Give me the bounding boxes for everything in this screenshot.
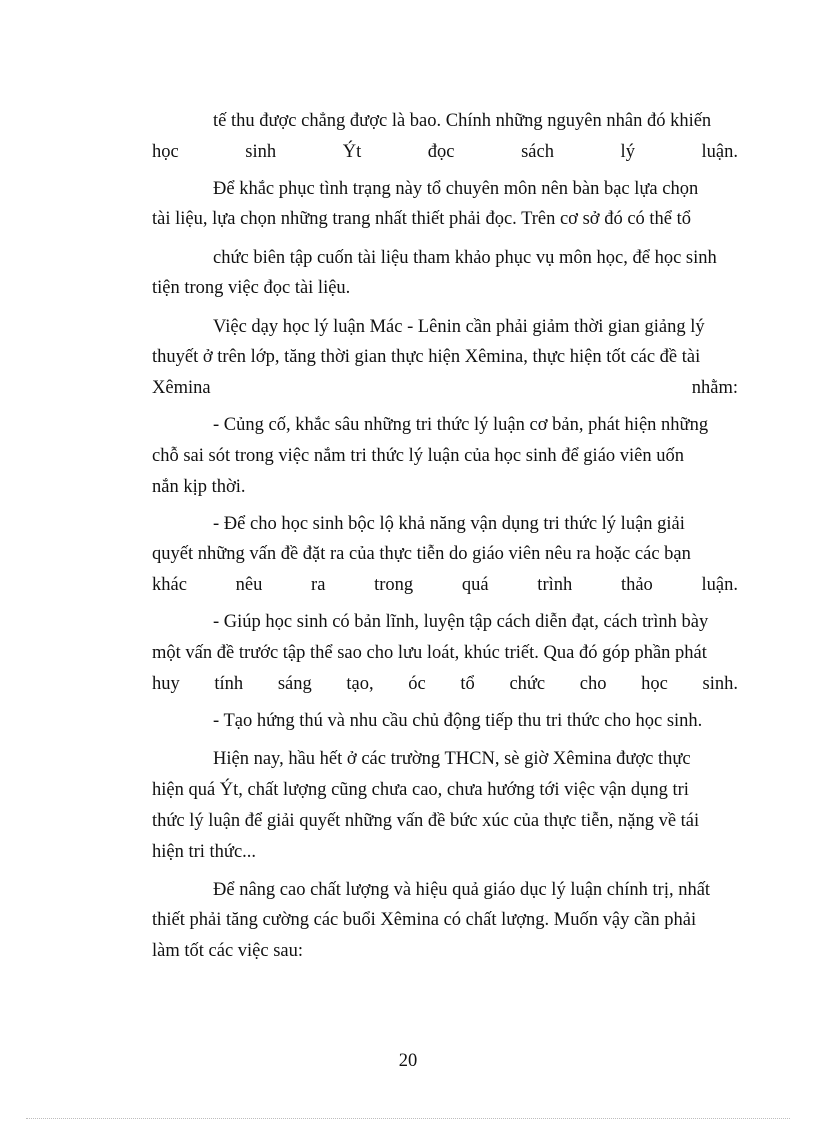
text-line: chức biên tập cuốn tài liệu tham khảo phục vụ môn học, để học sinh xyxy=(213,248,717,268)
text-line: huy tính sáng tạo, óc tổ chức cho học sinh. xyxy=(152,674,738,694)
text-line: - Giúp học sinh có bản lĩnh, luyện tập cách diễn đạt, cách trình bày xyxy=(213,612,709,632)
text-line: tài liệu, lựa chọn những trang nhất thiết phải đọc. Trên cơ sở đó có thể tổ xyxy=(152,209,692,229)
text-line: - Tạo hứng thú và nhu cầu chủ động tiếp thu tri thức cho học sinh. xyxy=(213,711,703,731)
text-line: Hiện nay, hầu hết ở các trường THCN, sè giờ Xêmina được thực xyxy=(213,749,691,769)
text-line: Việc dạy học lý luận Mác - Lênin cần phải giảm thời gian giảng lý xyxy=(213,317,705,337)
text-line: Để khắc phục tình trạng này tổ chuyên môn nên bàn bạc lựa chọn xyxy=(213,179,699,199)
text-line: hiện quá Ýt, chất lượng cũng chưa cao, chưa hướng tới việc vận dụng tri xyxy=(152,780,689,800)
text-line: Để nâng cao chất lượng và hiệu quả giáo dục lý luận chính trị, nhất xyxy=(213,880,711,900)
text-line: nắn kịp thời. xyxy=(152,477,246,497)
text-line: tế thu được chẳng được là bao. Chính những nguyên nhân đó khiến xyxy=(213,111,712,131)
text-line: thiết phải tăng cường các buổi Xêmina có chất lượng. Muốn vậy cần phải xyxy=(152,910,697,930)
text-line: tiện trong việc đọc tài liệu. xyxy=(152,278,351,298)
text-line: làm tốt các việc sau: xyxy=(152,941,304,961)
page-number: 20 xyxy=(398,1051,418,1071)
text-line: chỗ sai sót trong việc nắm tri thức lý luận của học sinh để giáo viên uốn xyxy=(152,446,685,466)
page-bottom-divider xyxy=(26,1118,790,1119)
text-line: thức lý luận để giải quyết những vấn đề bức xúc của thực tiễn, nặng về tái xyxy=(152,811,700,831)
text-line: quyết những vấn đề đặt ra của thực tiễn do giáo viên nêu ra hoặc các bạn xyxy=(152,544,691,564)
text-line: thuyết ở trên lớp, tăng thời gian thực hiện Xêmina, thực hiện tốt các đề tài xyxy=(152,347,701,367)
text-line: học sinh Ýt đọc sách lý luận. xyxy=(152,142,738,162)
text-line: - Củng cố, khắc sâu những tri thức lý luận cơ bản, phát hiện những xyxy=(213,415,709,435)
text-line: một vấn đề trước tập thể sao cho lưu loát, khúc triết. Qua đó góp phần phát xyxy=(152,643,707,663)
text-line: khác nêu ra trong quá trình thảo luận. xyxy=(152,575,738,595)
text-line: hiện tri thức... xyxy=(152,842,257,862)
text-line: Xêmina nhằm: xyxy=(152,378,738,398)
text-line: - Để cho học sinh bộc lộ khả năng vận dụng tri thức lý luận giải xyxy=(213,514,685,534)
